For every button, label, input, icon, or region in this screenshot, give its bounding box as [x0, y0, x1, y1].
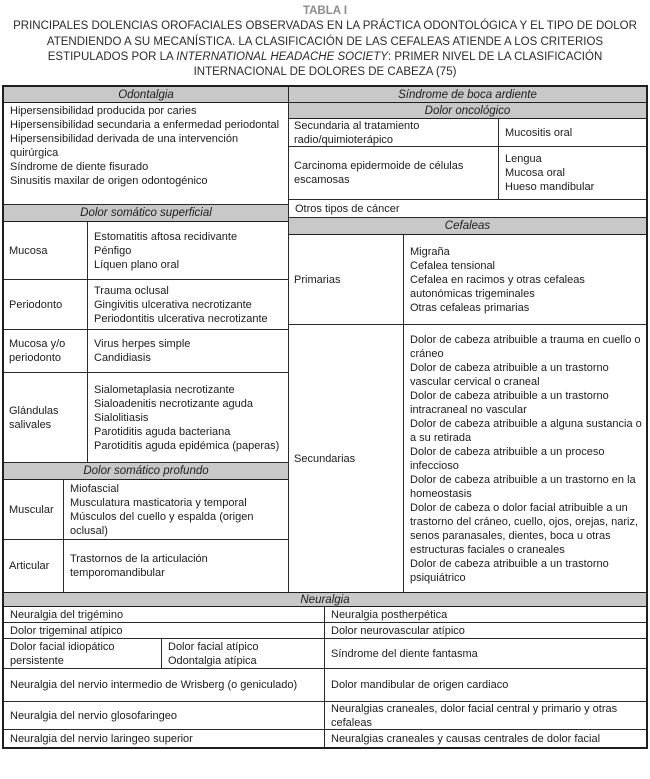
list-item: Migraña	[410, 245, 450, 258]
table-row	[4, 280, 288, 330]
table-row	[4, 607, 646, 623]
row-label: Glándulas salivales	[4, 373, 88, 462]
list-item: Candidiasis	[94, 352, 151, 365]
table-row	[4, 540, 288, 592]
upper-two-column-area	[4, 87, 646, 592]
row-values	[88, 373, 288, 462]
table-row	[4, 623, 646, 639]
row-otros-tipos-cancer: Otros tipos de cáncer	[289, 200, 646, 218]
list-item: Dolor de cabeza atribuible a un trastorno en la homeostasis	[410, 473, 636, 500]
list-item: Dolor de cabeza atribuible a un proceso infeccioso	[410, 445, 605, 472]
list-item: Mucosa oral	[505, 167, 565, 180]
caption-text-post: : PRIMER NIVEL DE LA CLASIFICACIÓN INTERNACIONAL DE DOLORES DE CABEZA (75)	[193, 50, 603, 79]
row-values	[88, 222, 288, 279]
list-item: Dolor de cabeza atribuible a alguna sustancia o a su retirada	[410, 417, 642, 444]
list-item: Pénfigo	[94, 244, 132, 257]
neuralgia-left-cell: Neuralgia del trigémino	[4, 607, 325, 622]
section-header-dolor-somatico-superficial: Dolor somático superficial	[4, 205, 288, 222]
table-row	[4, 373, 288, 463]
table-row	[4, 222, 288, 280]
list-item: Cefalea tensional	[410, 259, 496, 272]
list-item: Miofascial	[70, 482, 119, 495]
section-header-sindrome-boca-ardiente: Síndrome de boca ardiente	[289, 87, 646, 103]
neuralgia-left-cell: Neuralgia del nervio intermedio de Wrisberg (o geniculado)	[4, 669, 325, 701]
list-item: Hueso mandibular	[505, 181, 595, 194]
table-row	[4, 702, 646, 730]
neuralgia-right-cell: Neuralgias craneales, dolor facial central y primario y otras cefaleas	[331, 702, 618, 729]
neuralgia-left-cell: Neuralgia del nervio laringeo superior	[4, 730, 325, 747]
row-values	[499, 147, 646, 199]
section-header-dolor-somatico-profundo: Dolor somático profundo	[4, 463, 288, 480]
list-item: Lengua	[505, 153, 542, 166]
list-item: Sialoadenitis necrotizante aguda	[94, 397, 254, 410]
list-item: Síndrome de diente fisurado	[10, 161, 149, 174]
section-header-dolor-oncologico: Dolor oncológico	[289, 103, 646, 119]
list-item: Dolor de cabeza atribuible a un trastorno psiquiátrico	[410, 557, 609, 584]
row-label: Carcinoma epidermoide de células escamosas	[289, 147, 499, 199]
neuralgia-right-cell: Dolor mandibular de origen cardiaco	[331, 679, 509, 692]
list-item: Otras cefaleas primarias	[410, 301, 530, 314]
neuralgia-subcell: Dolor facial idiopático persistente	[4, 639, 162, 668]
list-item: Parotiditis aguda epidémica (paperas)	[94, 439, 280, 452]
table-row	[4, 669, 646, 702]
list-item: Periodontitis ulcerativa necrotizante	[94, 312, 268, 325]
row-values	[499, 119, 646, 146]
row-label: Muscular	[4, 480, 64, 539]
table-row	[4, 730, 646, 747]
table-caption	[12, 19, 638, 80]
table-row	[289, 235, 646, 325]
row-values	[88, 280, 288, 329]
table-row	[4, 480, 288, 540]
table-row	[289, 325, 646, 592]
right-column	[289, 87, 646, 592]
odontalgia-item-list	[4, 103, 288, 205]
list-item: Líquen plano oral	[94, 258, 180, 271]
caption-text-pre: PRINCIPALES DOLENCIAS OROFACIALES OBSERVADAS EN LA PRÁCTICA ODONTOLÓGICA Y EL TIPO DE DOLOR ATENDIENDO A SU MECANÍSTICA. LA CLASIFICACIÓN DE LAS CEFALEAS ATIENDE A LOS CRITERIOS ESTIPULADOS POR LA	[13, 20, 637, 63]
list-item: Hipersensibilidad secundaria a enfermedad periodontal	[10, 119, 280, 132]
neuralgia-subcell	[162, 639, 324, 668]
row-values	[88, 330, 288, 372]
neuralgia-left-split-cell	[4, 639, 325, 668]
neuralgia-left-cell: Dolor trigeminal atípico	[4, 623, 325, 638]
neuralgia-right-cell: Dolor neurovascular atípico	[331, 624, 465, 637]
row-label: Primarias	[289, 235, 404, 324]
list-item: Dolor de cabeza o dolor facial atribuible a un trastorno del cráneo, cuello, ojos, orejas, nariz, senos paranasales, dientes, boca u otras estructuras faciales o craneales	[410, 501, 639, 556]
table-title	[0, 0, 650, 85]
row-values	[64, 480, 288, 539]
main-table	[2, 85, 648, 749]
section-header-odontalgia: Odontalgia	[4, 87, 288, 103]
list-item: Gingivitis ulcerativa necrotizante	[94, 298, 252, 311]
row-label: Secundaria al tratamiento radio/quimioterápico	[289, 119, 499, 146]
row-values	[64, 540, 288, 592]
row-label: Secundarias	[289, 325, 404, 592]
list-item: Sialometaplasia necrotizante	[94, 383, 235, 396]
list-item: Trastornos de la articulación temporomandibular	[70, 553, 208, 580]
neuralgia-right-cell: Neuralgia postherpética	[331, 608, 448, 621]
neuralgia-left-cell: Neuralgia del nervio glosofaringeo	[4, 702, 325, 729]
list-item: Musculatura masticatoria y temporal	[70, 496, 247, 509]
row-values	[404, 235, 646, 324]
list-item: Dolor de cabeza atribuible a un trastorno vascular cervical o craneal	[410, 361, 609, 388]
left-column	[4, 87, 289, 592]
list-item: Hipersensibilidad producida por caries	[10, 105, 197, 118]
list-item: Estomatitis aftosa recidivante	[94, 230, 238, 243]
neuralgia-right-cell: Síndrome del diente fantasma	[331, 647, 478, 660]
list-item: Odontalgia atípica	[168, 654, 257, 667]
row-label: Periodonto	[4, 280, 88, 329]
list-item: Hipersensibilidad derivada de una intervención quirúrgica	[10, 133, 239, 160]
table-row	[4, 330, 288, 373]
neuralgia-section	[4, 592, 646, 747]
row-label: Articular	[4, 540, 64, 592]
section-header-neuralgia: Neuralgia	[4, 592, 646, 607]
list-item: Virus herpes simple	[94, 338, 191, 351]
table-row	[289, 119, 646, 147]
neuralgia-right-cell: Neuralgias craneales y causas centrales de dolor facial	[331, 732, 601, 745]
list-item: Trauma oclusal	[94, 284, 169, 297]
caption-text-italic: INTERNATIONAL HEADACHE SOCIETY	[176, 50, 388, 63]
list-item: Dolor facial atípico	[168, 640, 259, 653]
row-label: Mucosa	[4, 222, 88, 279]
list-item: Músculos del cuello y espalda (origen oclusal)	[70, 510, 254, 537]
row-label: Mucosa y/o periodonto	[4, 330, 88, 372]
list-item: Dolor de cabeza atribuible a un trastorno intracraneal no vascular	[410, 389, 609, 416]
list-item: Dolor de cabeza atribuible a trauma en cuello o cráneo	[410, 333, 641, 360]
table-row	[4, 639, 646, 669]
section-header-cefaleas: Cefaleas	[289, 218, 646, 235]
list-item: Parotiditis aguda bacteriana	[94, 425, 231, 438]
table-row	[289, 147, 646, 200]
list-item: Cefalea en racimos y otras cefaleas autonómicas trigeminales	[410, 273, 585, 300]
list-item: Sinusitis maxilar de origen odontogénico	[10, 175, 208, 188]
list-item: Mucositis oral	[505, 126, 573, 139]
row-values	[404, 325, 646, 592]
table-number: TABLA I	[302, 5, 348, 17]
list-item: Sialolitiasis	[94, 411, 149, 424]
